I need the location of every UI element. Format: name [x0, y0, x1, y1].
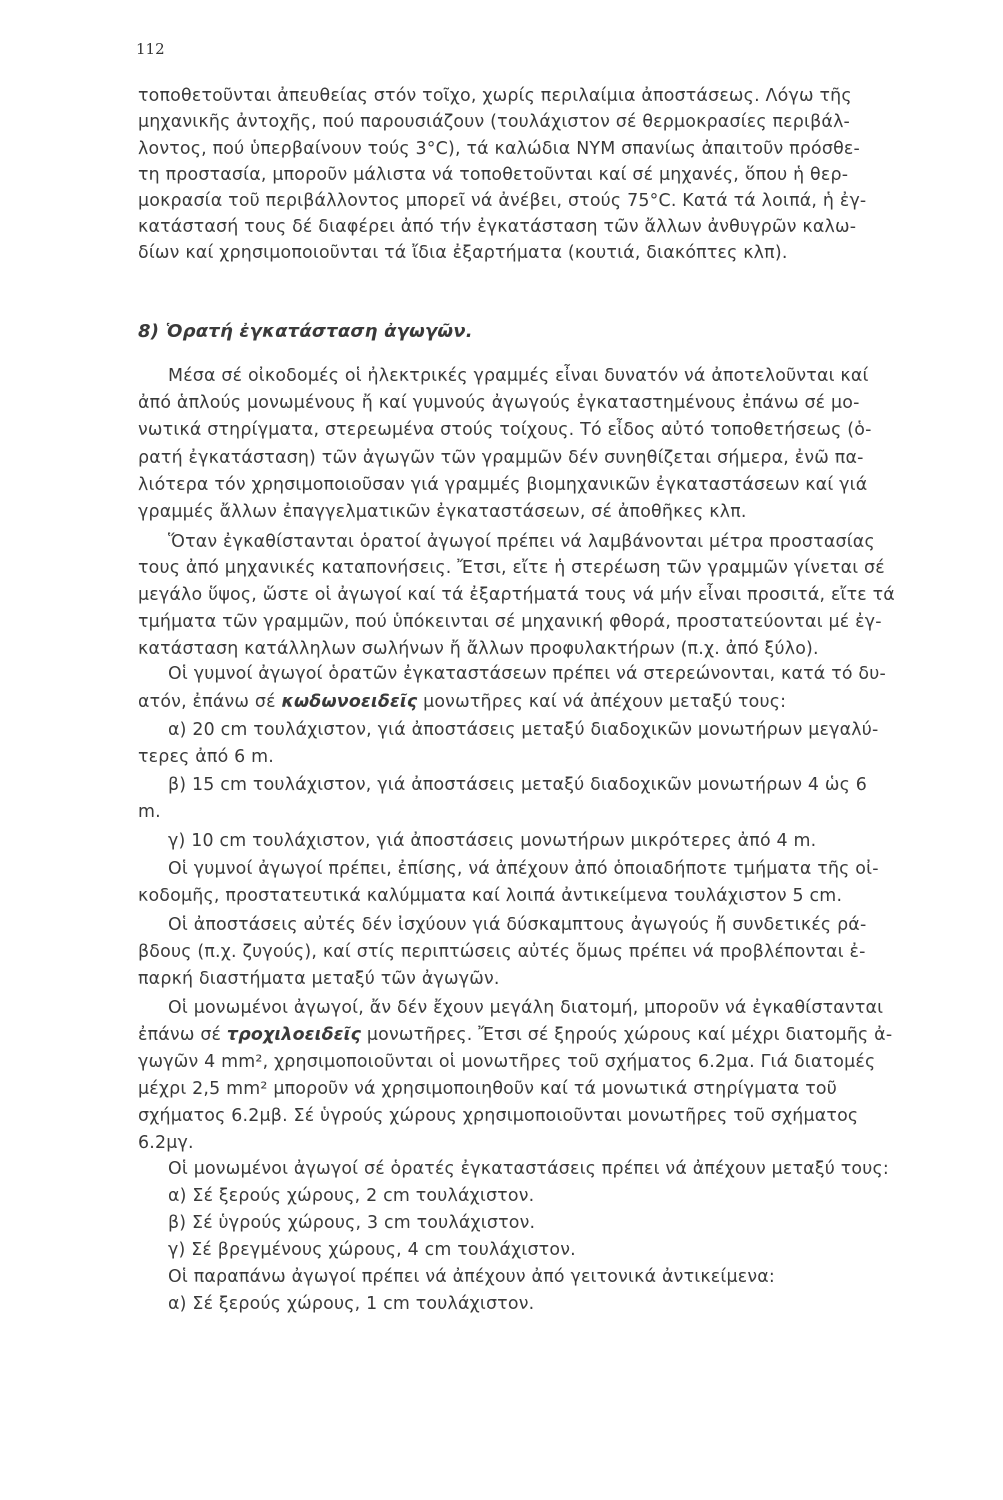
text-line: ρατή ἐγκατάσταση) τῶν ἀγωγῶν τῶν γραμμῶν δέν συνηθίζεται σήμερα, ἐνῶ πα- [138, 448, 864, 468]
text-line: μοκρασία τοῦ περιβάλλοντος μπορεῖ νά ἀνέβει, στούς 75°C. Κατά τά λοιπά, ἡ ἐγ- [138, 191, 867, 211]
text-line: β) Σέ ὑγρούς χώρους, 3 cm τουλάχιστον. [168, 1213, 536, 1233]
text-line: νωτικά στηρίγματα, στερεωμένα στούς τοίχους. Τό εἶδος αὐτό τοποθετήσεως (ὁ- [138, 420, 872, 440]
text-line: γωγῶν 4 mm², χρησιμοποιοῦνται οἱ μονωτῆρες τοῦ σχήματος 6.2μα. Γιά διατομές [138, 1052, 876, 1072]
text-line: κατάστασή τους δέ διαφέρει ἀπό τήν ἐγκατάσταση τῶν ἄλλων ἀνθυγρῶν καλω- [138, 217, 857, 237]
text-line: γ) Σέ βρεγμένους χώρους, 4 cm τουλάχιστον. [168, 1240, 576, 1260]
text-line: ἐπάνω σέ τροχιλοειδεῖς μονωτῆρες. Ἔτσι σέ ξηρούς χώρους καί μέχρι διατομῆς ἀ- [138, 1025, 893, 1045]
text-line: λοντος, πού ὑπερβαίνουν τούς 3°C), τά καλώδια NYM σπανίως ἀπαιτοῦν πρόσθε- [138, 139, 860, 159]
text-line [138, 690, 953, 714]
text-line: Ὅταν ἐγκαθίστανται ὁρατοί ἀγωγοί πρέπει νά λαμβάνονται μέτρα προστασίας [168, 532, 875, 552]
text-line: μηχανικῆς ἀντοχῆς, πού παρουσιάζουν (τουλάχιστον σέ θερμοκρασίες περιβάλ- [138, 112, 851, 132]
text-line: Οἱ μονωμένοι ἀγωγοί σέ ὁρατές ἐγκαταστάσεις πρέπει νά ἀπέχουν μεταξύ τους: [168, 1159, 889, 1179]
text-line: κατάσταση κατάλληλων σωλήνων ἤ ἄλλων προφυλακτήρων (π.χ. ἀπό ξύλο). [138, 639, 819, 659]
text-line: β) 15 cm τουλάχιστον, γιά ἀποστάσεις μεταξύ διαδοχικῶν μονωτήρων 4 ὡς 6 [168, 775, 868, 795]
text-line: τερες ἀπό 6 m. [138, 747, 275, 767]
emphasized-term: τροχιλοειδεῖς [226, 1025, 362, 1045]
text-line: α) Σέ ξερούς χώρους, 2 cm τουλάχιστον. [168, 1186, 535, 1206]
text-line: α) 20 cm τουλάχιστον, γιά ἀποστάσεις μεταξύ διαδοχικῶν μονωτήρων μεγαλύ- [168, 720, 879, 740]
section-heading: 8) Ὁρατή ἐγκατάσταση ἀγωγῶν. [138, 321, 473, 342]
text-line: τους ἀπό μηχανικές καταπονήσεις. Ἔτσι, εἴτε ἡ στερέωση τῶν γραμμῶν γίνεται σέ [138, 558, 885, 578]
text-line: m. [138, 802, 161, 822]
text-line: ἀπό ἁπλούς μονωμένους ἤ καί γυμνούς ἀγωγούς ἐγκαταστημένους ἐπάνω σέ μο- [138, 393, 860, 413]
text-line: Οἱ παραπάνω ἀγωγοί πρέπει νά ἀπέχουν ἀπό γειτονικά ἀντικείμενα: [168, 1267, 775, 1287]
emphasized-term: κωδωνοειδεῖς [281, 692, 418, 712]
text-line: βδους (π.χ. ζυγούς), καί στίς περιπτώσεις αὐτές ὅμως πρέπει νά προβλέπονται ἐ- [138, 942, 866, 962]
text-line: μεγάλο ὕψος, ὥστε οἱ ἀγωγοί καί τά ἐξαρτήματά τους νά μήν εἶναι προσιτά, εἴτε τά [138, 585, 895, 605]
text-line: γραμμές ἄλλων ἐπαγγελματικῶν ἐγκαταστάσεων, σέ ἀποθῆκες κλπ. [138, 502, 747, 522]
text-line: λιότερα τόν χρησιμοποιοῦσαν γιά γραμμές βιομηχανικῶν ἐγκαταστάσεων καί γιά [138, 475, 868, 495]
text-line: δίων καί χρησιμοποιοῦνται τά ἴδια ἐξαρτήματα (κουτιά, διακόπτες κλπ). [138, 243, 788, 263]
text-line: Οἱ γυμνοί ἀγωγοί πρέπει, ἐπίσης, νά ἀπέχουν ἀπό ὁποιαδήποτε τμήματα τῆς οἰ- [168, 859, 879, 879]
text-line: τμήματα τῶν γραμμῶν, πού ὑπόκεινται σέ μηχανική φθορά, προστατεύονται μέ ἐγ- [138, 612, 882, 632]
text-line: παρκή διαστήματα μεταξύ τῶν ἀγωγῶν. [138, 969, 500, 989]
text-line: τη προστασία, μποροῦν μάλιστα νά τοποθετοῦνται καί σέ μηχανές, ὅπου ἡ θερ- [138, 165, 849, 185]
page-number: 112 [136, 40, 165, 58]
text-segment: ατόν, ἐπάνω σέ κωδωνοειδεῖς μονωτῆρες καί νά ἀπέχουν μεταξύ τους: [138, 692, 787, 712]
text-line: 6.2μγ. [138, 1133, 194, 1153]
text-line: κοδομῆς, προστατευτικά καλύμματα καί λοιπά ἀντικείμενα τουλάχιστον 5 cm. [138, 886, 843, 906]
text-line: Οἱ μονωμένοι ἀγωγοί, ἄν δέν ἔχουν μεγάλη διατομή, μποροῦν νά ἐγκαθίστανται [168, 998, 884, 1018]
text-line: τοποθετοῦνται ἀπευθείας στόν τοῖχο, χωρίς περιλαίμια ἀποστάσεως. Λόγω τῆς [138, 86, 852, 106]
text-line: α) Σέ ξερούς χώρους, 1 cm τουλάχιστον. [168, 1294, 535, 1314]
text-line: Μέσα σέ οἰκοδομές οἱ ἠλεκτρικές γραμμές εἶναι δυνατόν νά ἀποτελοῦνται καί [168, 366, 869, 386]
text-line: Οἱ γυμνοί ἀγωγοί ὁρατῶν ἐγκαταστάσεων πρέπει νά στερεώνονται, κατά τό δυ- [168, 664, 887, 684]
text-line: Οἱ ἀποστάσεις αὐτές δέν ἰσχύουν γιά δύσκαμπτους ἀγωγούς ἤ συνδετικές ρά- [168, 915, 867, 935]
text-line: γ) 10 cm τουλάχιστον, γιά ἀποστάσεις μονωτήρων μικρότερες ἀπό 4 m. [168, 831, 817, 851]
text-line: μέχρι 2,5 mm² μποροῦν νά χρησιμοποιηθοῦν καί τά μονωτικά στηρίγματα τοῦ [138, 1079, 837, 1099]
text-line: σχήματος 6.2μβ. Σέ ὑγρούς χώρους χρησιμοποιοῦνται μονωτῆρες τοῦ σχήματος [138, 1106, 859, 1126]
